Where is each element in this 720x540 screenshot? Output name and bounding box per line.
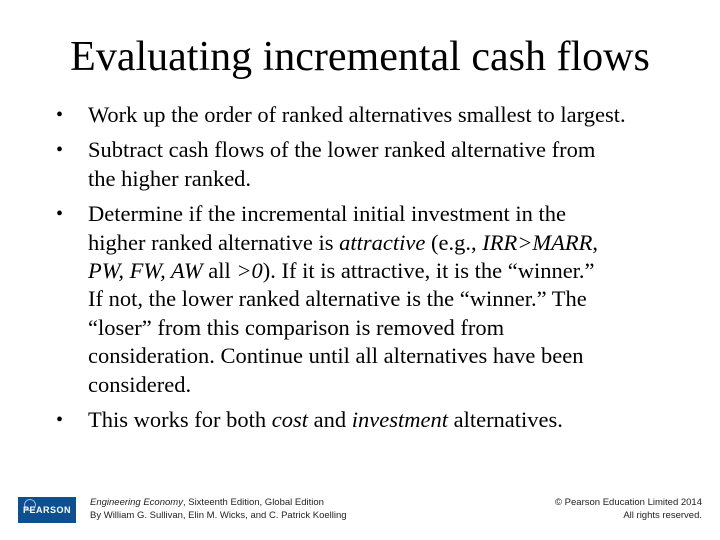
bullet-text-italic: attractive: [339, 229, 426, 255]
copyright-line-1: © Pearson Education Limited 2014: [555, 497, 702, 508]
logo-ring-icon: [24, 499, 36, 511]
copyright-line-2: All rights reserved.: [623, 510, 702, 521]
bullet-text-italic: >0: [236, 258, 263, 284]
bullet-text-segment: all: [202, 258, 237, 284]
footer-citation: [90, 496, 347, 522]
book-edition: , Sixteenth Edition, Global Edition: [182, 497, 324, 508]
logo-text: PEARSON: [22, 505, 71, 515]
slide-title: Evaluating incremental cash flows: [70, 34, 650, 80]
citation-authors: By William G. Sullivan, Elin M. Wicks, and C. Patrick Koelling: [90, 510, 347, 521]
citation-line-1: [90, 496, 347, 509]
bullet-text-segment: ). If it is attractive, it is the “winner.” If not, the lower ranked alternative is the “winner.” The “loser” from this comparison is removed from consideration. Continue until all alternatives have been considered.: [88, 258, 595, 397]
bullet-text-segment: and: [308, 407, 352, 433]
bullet-text-italic: IRR>MARR: [482, 229, 593, 255]
bullet-text: [88, 201, 598, 396]
bullet-text-italic: cost: [271, 407, 308, 433]
bullet-text-segment: alternatives.: [447, 407, 563, 433]
pearson-logo: [18, 497, 76, 523]
book-title: Engineering Economy: [90, 497, 183, 508]
bullet-text-italic: PW, FW, AW: [88, 258, 203, 284]
bullet-item: [56, 200, 696, 399]
bullet-text-segment: Determine if the incremental initial investment in the higher ranked alternative is: [88, 201, 566, 255]
bullet-text-italic: investment: [351, 407, 448, 433]
bullet-list: [56, 101, 696, 441]
bullet-dot-icon: •: [56, 203, 64, 226]
bullet-text: [88, 102, 626, 127]
bullet-dot-icon: •: [56, 409, 64, 432]
bullet-dot-icon: •: [56, 139, 64, 162]
bullet-item: [56, 136, 696, 193]
footer-copyright: [555, 496, 702, 522]
bullet-text-segment: This works for both: [88, 407, 272, 433]
bullet-text-segment: Subtract cash flows of the lower ranked alternative from the higher ranked.: [88, 137, 596, 191]
bullet-item: [56, 101, 696, 129]
bullet-text: [88, 407, 563, 432]
bullet-item: [56, 406, 696, 434]
bullet-text-segment: Work up the order of ranked alternatives smallest to largest.: [88, 102, 626, 127]
bullet-text-segment: (e.g.,: [425, 229, 483, 255]
bullet-dot-icon: •: [56, 104, 64, 126]
bullet-text-segment: ,: [592, 229, 599, 255]
bullet-text: [88, 137, 595, 190]
